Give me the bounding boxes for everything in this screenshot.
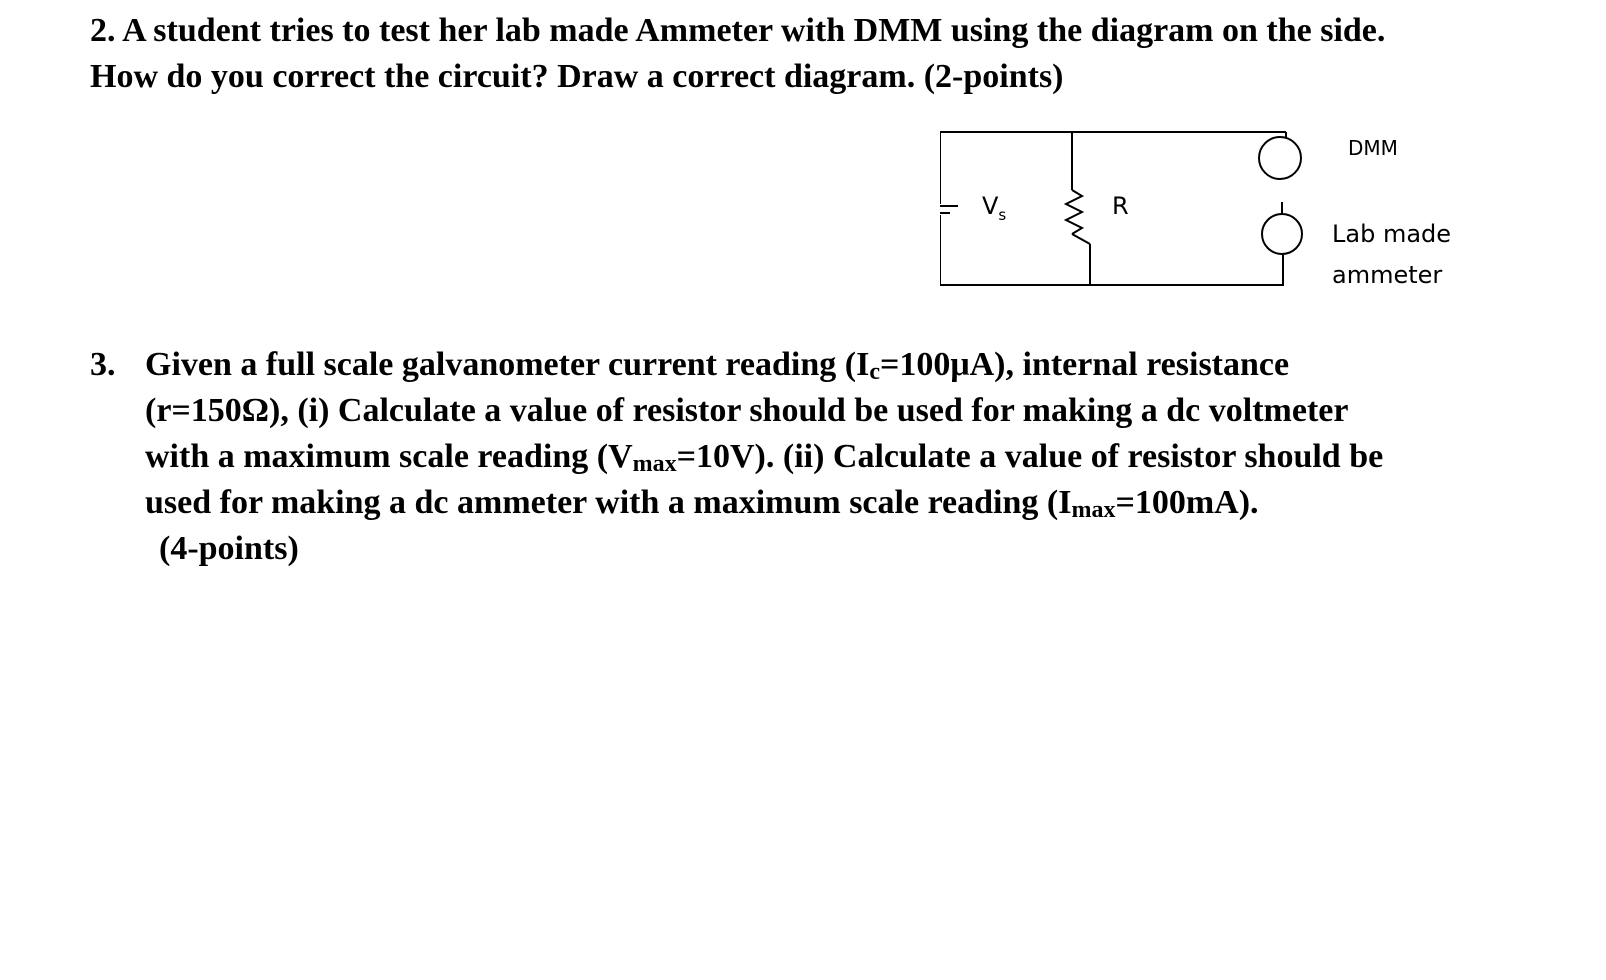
question-3-body: [145, 342, 1383, 572]
ammeter-label-line-2: ammeter: [1332, 261, 1443, 289]
resistor-lead: [1072, 234, 1090, 244]
question-2: [90, 8, 1385, 100]
question-3-line-2: (r=150Ω), (i) Calculate a value of resistor should be used for making a dc voltmeter: [145, 392, 1349, 429]
ammeter-terminal: [1262, 214, 1302, 254]
ammeter-label-line-1: Lab made: [1332, 220, 1452, 248]
question-2-line-2: How do you correct the circuit? Draw a correct diagram. (2-points): [90, 58, 1064, 95]
resistor-label: R: [1112, 192, 1129, 220]
resistor-zigzag: [1066, 190, 1082, 234]
question-3-line-1: Given a full scale galvanometer current reading $(I_c=100\mu A)$, internal resistance: [145, 346, 1290, 385]
dmm-label: DMM: [1348, 136, 1398, 160]
source-label: $V_s$: [982, 192, 1007, 224]
question-2-line-1: 2. A student tries to test her lab made Ammeter with DMM using the diagram on the side.: [90, 12, 1386, 49]
question-3-line-3: with a maximum scale reading $(V_{max}=10V)$. (ii) Calculate a value of resistor should be: [145, 438, 1384, 477]
dmm-terminal: [1259, 137, 1301, 179]
question-3-number: 3.: [90, 346, 116, 383]
question-3-points: (4-points): [159, 530, 299, 567]
question-3-line-4: used for making a dc ammeter with a maximum scale reading $(I_{max}=100mA)$.: [145, 484, 1259, 523]
circuit-diagram: [940, 120, 1520, 310]
